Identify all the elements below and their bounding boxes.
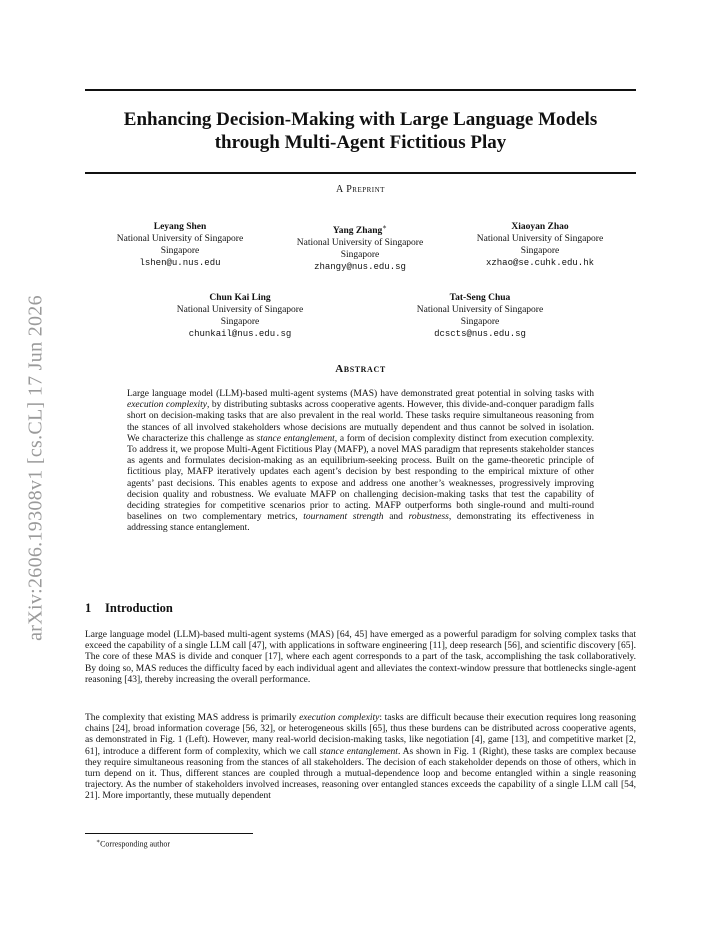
- section-title: Introduction: [105, 601, 173, 615]
- title-top-rule: [85, 89, 636, 91]
- abstract-emphasis: stance entanglement: [256, 433, 335, 444]
- section-heading: [85, 601, 173, 616]
- paragraph-emphasis: execution complexity: [299, 713, 380, 723]
- author-country: Singapore: [460, 317, 500, 327]
- author-email[interactable]: lshen@u.nus.edu: [139, 258, 221, 268]
- title-bottom-rule: [85, 172, 636, 174]
- author-name: [268, 221, 452, 237]
- corresponding-mark: ∗: [382, 223, 388, 231]
- author-name: Xiaoyan Zhao: [511, 222, 569, 232]
- author-country: Singapore: [220, 317, 260, 327]
- author-name: Chun Kai Ling: [209, 293, 271, 303]
- paper-title: [85, 108, 636, 154]
- abstract-text: Large language model (LLM)-based multi-agent systems (MAS) have demonstrated great potential in solving tasks with: [127, 389, 594, 399]
- author-block: [148, 292, 332, 340]
- author-affiliation: National University of Singapore: [296, 238, 424, 249]
- title-line-1: Enhancing Decision-Making with Large Language Models: [123, 109, 598, 130]
- author-name-text: Yang Zhang: [332, 226, 383, 237]
- paragraph-text: . As shown in Fig. 1 (Right), these tasks are complex because they require simultaneous reasoning from the stances of all stakeholders. The decision of each stakeholder depends on those of others, which in turn depend on it. Thus, different stances are coupled through a mutual-dependence loop and become entangled within a single reasoning trajectory. As the number of stakeholders involved increases, reasoning over entangled stances exceeds the capability of a single LLM call [54, 21]. More importantly, these mutually dependent: [85, 746, 636, 802]
- arxiv-identifier: [22, 258, 50, 678]
- paragraph-text: : tasks are difficult because their execution requires long reasoning chains [24], broad information coverage [56, 32], or heterogeneous skills [65], thus these burdens can be distributed across cooperative agents, as demonstrated in Fig. 1 (Left). However, many real-world decision-making tasks, like negotiation [4], game [13], and competitive market [2, 61], introduce a different form of complexity, which we call: [85, 713, 636, 757]
- abstract-body: [127, 389, 594, 535]
- author-name: Tat-Seng Chua: [449, 293, 511, 303]
- author-email[interactable]: chunkail@nus.edu.sg: [188, 329, 292, 339]
- abstract-text: , by distributing subtasks across cooperative agents. However, this divide-and-conquer paradigm falls short on decision-making tasks that are also prevalent in the real world. These tasks require simultaneous reasoning from the stances of all involved stakeholders whose decisions are mutually dependent and thus cannot be solved in isolation. We characterize this challenge as: [127, 400, 595, 444]
- title-line-2: through Multi-Agent Fictitious Play: [214, 132, 507, 153]
- author-affiliation: National University of Singapore: [116, 234, 244, 244]
- author-block: [388, 292, 572, 340]
- abstract-emphasis: execution complexity: [127, 400, 208, 411]
- paragraph-text: The complexity that existing MAS address is primarily: [85, 713, 300, 723]
- author-email[interactable]: dcscts@nus.edu.sg: [434, 329, 526, 339]
- section-number: 1: [85, 601, 92, 615]
- author-name: Leyang Shen: [153, 222, 207, 232]
- author-email[interactable]: xzhao@se.cuhk.edu.hk: [485, 258, 595, 268]
- preprint-label: A Preprint: [336, 184, 385, 195]
- footnote-mark: ∗: [96, 839, 101, 845]
- abstract-emphasis: robustness: [408, 512, 449, 523]
- paragraph-emphasis: stance entanglement: [319, 746, 398, 757]
- abstract-text: and: [383, 512, 409, 523]
- author-block: [88, 221, 272, 269]
- author-affiliation: National University of Singapore: [476, 234, 604, 244]
- intro-paragraph-2: [85, 713, 636, 803]
- author-block: [268, 221, 452, 273]
- abstract-text: , demonstrating its effectiveness in addressing stance entanglement.: [127, 512, 594, 534]
- author-country: Singapore: [520, 246, 560, 256]
- footnote-text: Corresponding author: [100, 839, 171, 849]
- author-affiliation: National University of Singapore: [176, 305, 304, 315]
- abstract-heading: Abstract: [335, 363, 386, 375]
- footnote-rule: [85, 833, 253, 834]
- author-country: Singapore: [160, 246, 200, 256]
- abstract-text: , a form of decision complexity distinct from execution complexity. To address it, we propose Multi-Agent Fictitious Play (MAFP), a novel MAS paradigm that represents stakeholder stances as agents and formulates decision-making as an equilibrium-seeking process. Built on the game-theoretic principle of fictitious play, MAFP iteratively updates each agent’s decision by best responding to the empirical mixture of other agents’ past decisions. This enables agents to expose and address one another’s weaknesses, progressively improving decision quality and robustness. We evaluate MAFP on challenging decision-making tasks that test the capability of deciding strategies for competitive scenarios prior to acting. MAFP outperforms both single-round and multi-round baselines on two complementary metrics,: [127, 433, 594, 523]
- footnote: [96, 838, 170, 849]
- abstract-emphasis: tournament strength: [303, 512, 384, 523]
- author-affiliation: National University of Singapore: [416, 305, 544, 315]
- arxiv-identifier-text: arXiv:2606.19308v1 [cs.CL] 17 Jun 2026: [24, 295, 47, 641]
- author-block: [448, 221, 632, 269]
- author-email[interactable]: zhangy@nus.edu.sg: [314, 262, 406, 273]
- author-country: Singapore: [340, 250, 380, 261]
- intro-paragraph-1: Large language model (LLM)-based multi-agent systems (MAS) [64, 45] have emerged as a powerful paradigm for solving complex tasks that exceed the capability of a single LLM call [47], with applications in software engineering [11], deep research [56], and scientific discovery [65]. The core of these MAS is divide and conquer [17], where each agent corresponds to a part of the task, accomplishing the task collaboratively. By doing so, MAS reduces the difficulty faced by each individual agent and alleviates the context-window pressure that bottlenecks single-agent reasoning [43], thereby increasing the overall performance.: [85, 630, 636, 685]
